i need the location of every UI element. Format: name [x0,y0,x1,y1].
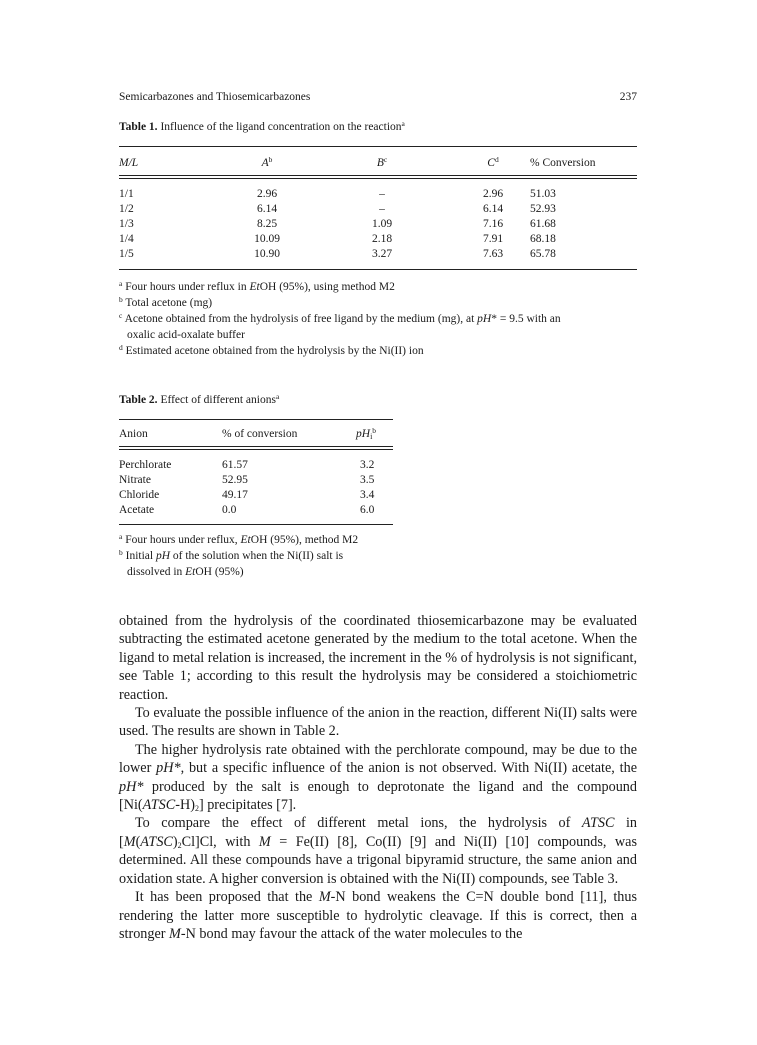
table1-cell: 8.25 [256,218,278,230]
table1-cell: 1.09 [371,218,393,230]
table1-cell: – [379,188,385,200]
table2-header-rule [119,446,393,447]
table1-cell: 1/2 [119,203,134,215]
running-head-title: Semicarbazones and Thiosemicarbazones [119,91,311,103]
body-paragraph-4: To compare the effect of different metal ions, the hydrolysis of ATSC in $[M(ATSC)_2Cl]Cl$, with M = Fe(II) [8], Co(II) [9] and Ni(II) [10] compounds, was determined. All these compounds have a trigonal bipyramid structure, the same anion and oxidation state. A higher conversion is obtained with the Ni(II) compounds, see Table 3. [119,815,637,887]
running-head [119,91,637,105]
table2-cell: Chloride [119,489,160,501]
table1-bottom-rule [119,269,637,270]
table1-header-ml: M/L [119,157,139,169]
table1-caption-sup: a [401,119,405,128]
table1-cell: 6.14 [256,203,278,215]
table1-header-a: $A^b$ [261,155,273,169]
table1-top-rule [119,146,637,147]
table1-cell: 7.16 [482,218,504,230]
table1-cell: 7.63 [482,248,504,260]
table1-cell: 10.09 [254,233,280,245]
table1-footnote-d: $^d$ Estimated acetone obtained from the hydrolysis by the Ni(II) ion [119,343,424,357]
table1-cell: 1/5 [119,248,134,260]
table1-cell: – [379,203,385,215]
table2-cell: 49.17 [222,489,248,501]
body-text [119,612,637,943]
table2-cell: 52.95 [222,474,248,486]
table1-footnote-a: $^a$ Four hours under reflux in EtOH (95%), using method M2 [119,279,395,293]
table1-header-rule-2 [119,178,637,179]
table1-cell: 7.91 [482,233,504,245]
table2-header-anion: Anion [119,428,148,440]
table2-caption [119,394,279,406]
table1-footnote-b: $^b$ Total acetone (mg) [119,295,213,309]
table2-cell: 61.57 [222,459,248,471]
table2-cell: Acetate [119,504,155,516]
body-paragraph-2: To evaluate the possible influence of the anion in the reaction, different Ni(II) salts were used. The results are shown in Table 2. [119,705,637,740]
table2-cell: 3.4 [360,489,375,501]
table1-cell: 1/4 [119,233,134,245]
table1-label: Table 1. [119,121,158,133]
table2-top-rule [119,419,393,420]
table2-cell: Perchlorate [119,459,172,471]
page-number: 237 [619,91,637,103]
table2-footnote-a: $^a$ Four hours under reflux, EtOH (95%), method M2 [119,532,359,546]
table2-cell: Nitrate [119,474,151,486]
table2-caption-sup: a [275,392,280,401]
table1-header-b: $B^c$ [376,155,388,169]
table1-header-conversion: % Conversion [530,157,596,169]
table2-header-phi: $pH_i^b$ [356,426,377,441]
table1-cell: 68.18 [530,233,556,245]
table1-cell: 52.93 [530,203,556,215]
table1-cell: 1/3 [119,218,134,230]
table2-cell: 6.0 [360,504,375,516]
table1-cell: 51.03 [530,188,556,200]
table2-cell: 3.2 [360,459,375,471]
table1-cell: 61.68 [530,218,556,230]
table2-caption-text: Effect of different anions [160,394,276,406]
table2-footnote-b: $^b$ Initial pH of the solution when the Ni(II) salt is dissolved in EtOH (95%) [119,548,344,578]
table1-caption-text: Influence of the ligand concentration on the reaction [160,121,402,133]
table2-header-rule-2 [119,449,393,450]
table1-cell: 2.96 [482,188,504,200]
table1-cell: 10.90 [254,248,280,260]
body-paragraph-1: obtained from the hydrolysis of the coordinated thiosemicarbazone may be evaluated subtracting the estimated acetone generated by the medium to the total acetone. When the ligand to metal relation is increased, the increment in the % of hydrolysis is not significant, see Table 1; according to this result the hydrolysis may be considered a stoichiometric reaction. [119,613,637,703]
table1-footnote-c: $^c$ Acetone obtained from the hydrolysis of free ligand by the medium (mg), at pH* = 9.5 with an oxalic acid-oxalate buffer [119,311,561,341]
table1-cell: 65.78 [530,248,556,260]
body-paragraph-3: The higher hydrolysis rate obtained with the perchlorate compound, may be due to the lower pH*, but a specific influence of the anion is not observed. With Ni(II) acetate, the pH* produced by the salt is enough to deprotonate the ligand and the compound $[Ni(ATSC-H)_2]$ precipitates [7]. [119,741,637,814]
table1-cell: 3.27 [371,248,393,260]
table2-header-conversion: % of conversion [222,428,298,440]
table2-cell: 3.5 [360,474,375,486]
table1-caption [119,121,405,133]
table1-cell: 6.14 [482,203,504,215]
table1-cell: 1/1 [119,188,134,200]
table1-header-rule [119,175,637,176]
table2-label: Table 2. [119,394,158,406]
table2-cell: 0.0 [222,504,237,516]
table1-header-c: $C^d$ [487,155,499,169]
table2-bottom-rule [119,524,393,525]
table1-cell: 2.96 [256,188,278,200]
body-paragraph-5: It has been proposed that the M-N bond weakens the C=N double bond [11], thus rendering the latter more susceptible to hydrolytic cleavage. If this is correct, then a stronger M-N bond may favour the attack of the water molecules to the [119,889,638,942]
table1-cell: 2.18 [371,233,393,245]
